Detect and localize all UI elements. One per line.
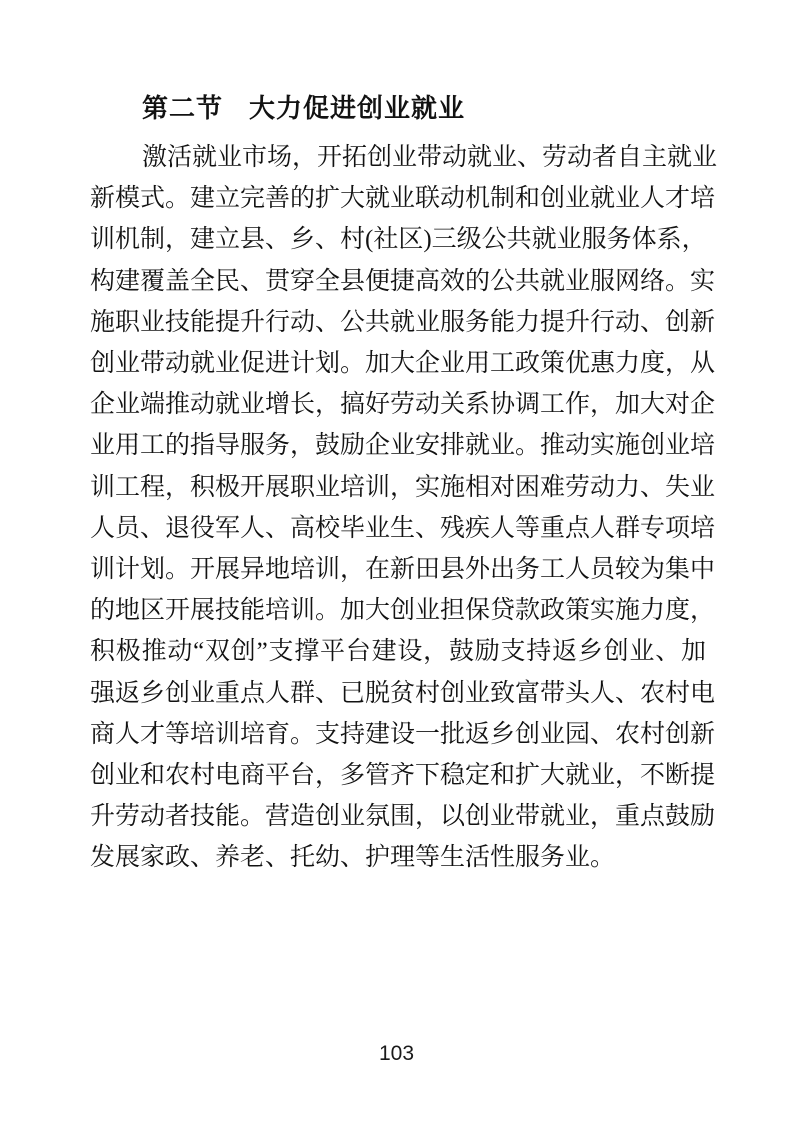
paragraph-line: 构建覆盖全民、贯穿全县便捷高效的公共就业服网络。实 [90,267,716,295]
paragraph-line: 商人才等培训培育。支持建设一批返乡创业园、农村创新 [90,720,716,748]
paragraph-line: 施职业技能提升行动、公共就业服务能力提升行动、创新 [90,308,716,336]
paragraph-line: 创业带动就业促进计划。加大企业用工政策优惠力度，从 [90,350,716,378]
paragraph-line: 企业端推动就业增长，搞好劳动关系协调工作，加大对企 [90,391,716,419]
paragraph-line: 业用工的指导服务，鼓励企业安排就业。推动实施创业培 [90,432,716,460]
section-heading [142,88,465,129]
paragraph-line: 激活就业市场，开拓创业带动就业、劳动者自主就业 [142,144,718,171]
paragraph-line: 人员、退役军人、高校毕业生、残疾人等重点人群专项培 [90,514,716,542]
paragraph-line: 创业和农村电商平台，多管齐下稳定和扩大就业，不断提 [90,762,716,790]
paragraph-line: 强返乡创业重点人群、已脱贫村创业致富带头人、农村电 [90,679,716,707]
section-number: 第二节 [142,93,224,123]
paragraph-line: 训工程，积极开展职业培训，实施相对困难劳动力、失业 [90,473,716,501]
paragraph-line: 新模式。建立完善的扩大就业联动机制和创业就业人才培 [90,185,716,213]
body-paragraph [90,137,718,879]
paragraph-line: 升劳动者技能。营造创业氛围，以创业带就业，重点鼓励 [90,803,716,831]
paragraph-line: 训机制，建立县、乡、村(社区)三级公共就业服务体系， [90,226,707,254]
section-title: 大力促进创业就业 [249,93,466,123]
page-number: 103 [378,1042,415,1065]
paragraph-line: 发展家政、养老、托幼、护理等生活性服务业。 [90,844,616,872]
paragraph-line: 的地区开展技能培训。加大创业担保贷款政策实施力度， [90,597,716,625]
paragraph-line: 积极推动“双创”支撑平台建设，鼓励支持返乡创业、加 [90,638,706,666]
paragraph-line: 训计划。开展异地培训，在新田县外出务工人员较为集中 [90,556,716,584]
